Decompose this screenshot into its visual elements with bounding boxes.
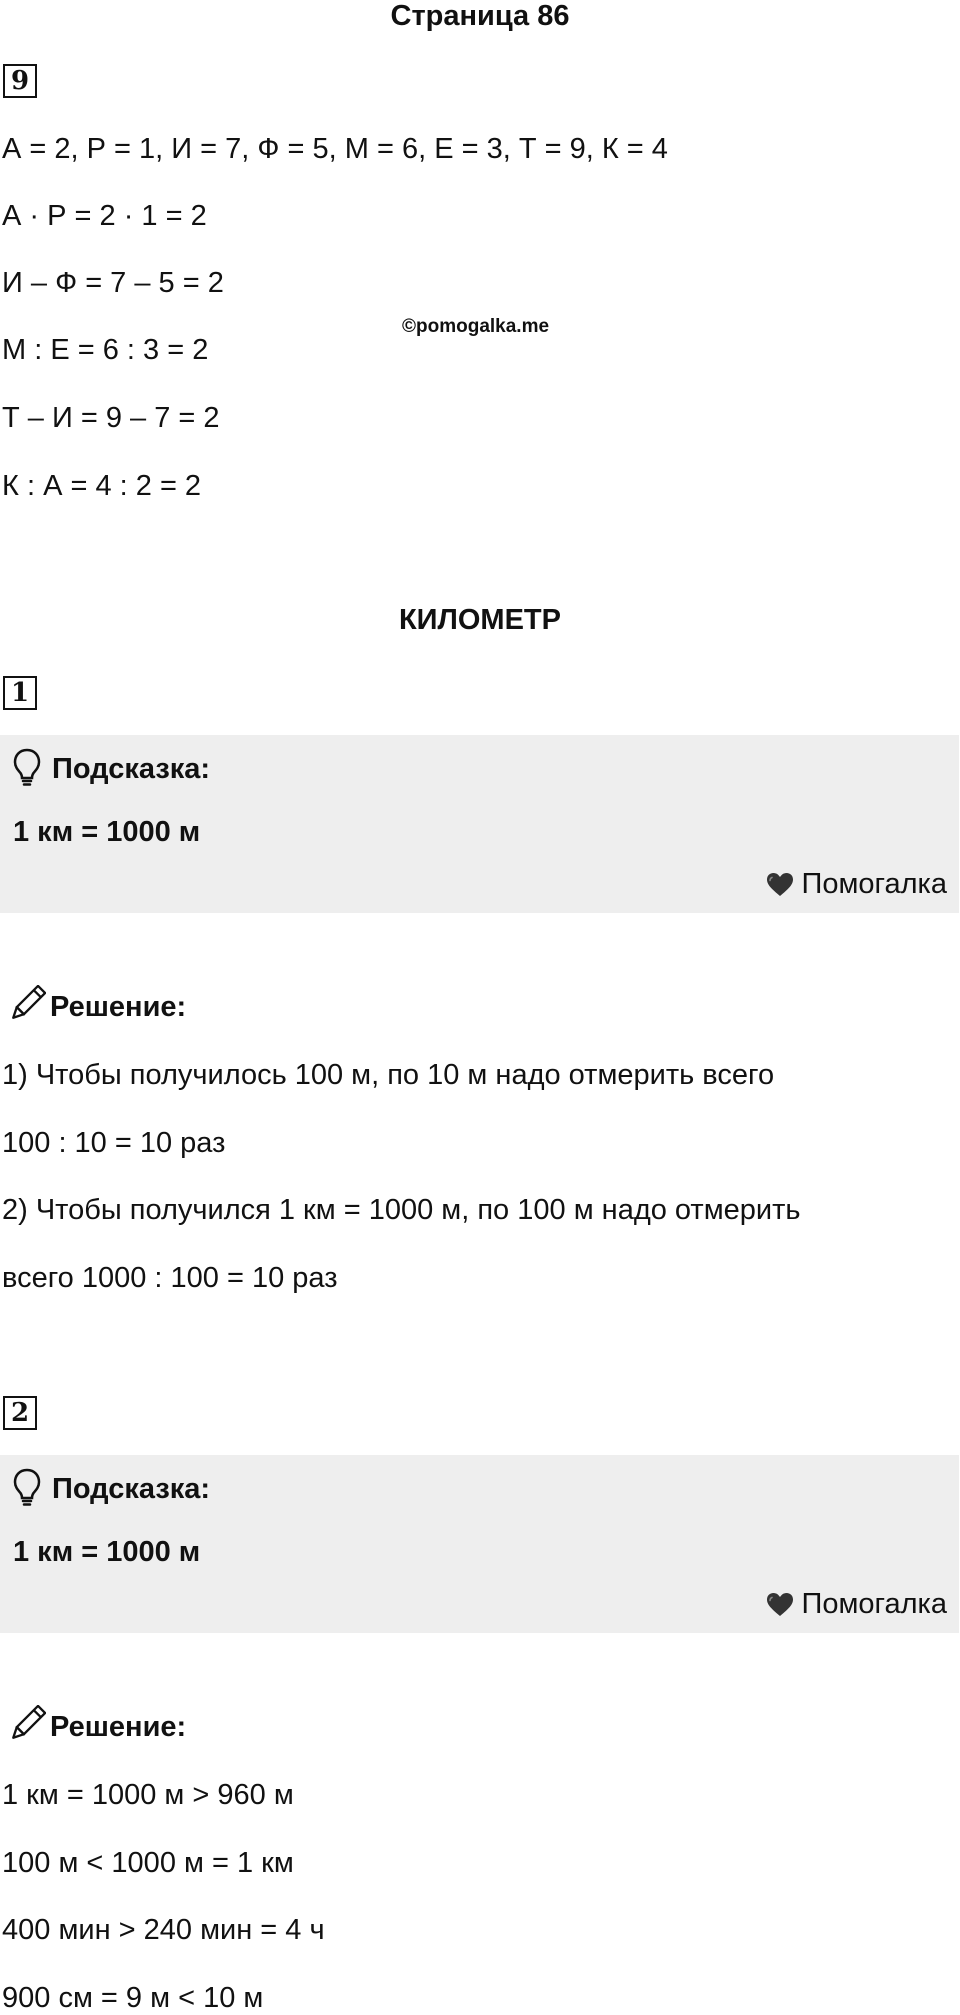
task-number-2: 2 bbox=[3, 1396, 37, 1430]
task2-line-3: 400 мин > 240 мин = 4 ч bbox=[2, 1914, 325, 1946]
task9-line-6: К : А = 4 : 2 = 2 bbox=[2, 470, 202, 502]
hint-header bbox=[12, 748, 210, 790]
solution-label: Решение: bbox=[50, 991, 187, 1023]
task1-line-4: всего 1000 : 100 = 10 раз bbox=[2, 1262, 338, 1294]
page-title: Страница 86 bbox=[390, 0, 570, 32]
brand-label: Помогалка bbox=[801, 868, 947, 900]
task-number-9: 9 bbox=[3, 64, 37, 98]
solution-label: Решение: bbox=[50, 1711, 187, 1743]
hint-box-task1 bbox=[0, 735, 959, 913]
brand-label: Помогалка bbox=[801, 1588, 947, 1620]
heart-icon bbox=[766, 1592, 794, 1617]
task9-line-1: А = 2, Р = 1, И = 7, Ф = 5, М = 6, Е = 3, Т = 9, К = 4 bbox=[2, 133, 668, 165]
watermark: ©pomogalka.me bbox=[402, 316, 550, 337]
task2-line-1: 1 км = 1000 м > 960 м bbox=[2, 1779, 294, 1811]
solution-header-task2 bbox=[6, 1706, 186, 1748]
pencil-icon bbox=[6, 985, 46, 1030]
task9-line-4: М : Е = 6 : 3 = 2 bbox=[2, 334, 209, 366]
lightbulb-icon bbox=[12, 747, 42, 792]
task9-line-3: И – Ф = 7 – 5 = 2 bbox=[2, 267, 224, 299]
solution-header-task1 bbox=[6, 986, 186, 1028]
hint-header bbox=[12, 1468, 210, 1510]
task1-line-2: 100 : 10 = 10 раз bbox=[2, 1127, 226, 1159]
hint-box-task2 bbox=[0, 1455, 959, 1633]
section-title: КИЛОМЕТР bbox=[398, 604, 561, 636]
task2-line-2: 100 м < 1000 м = 1 км bbox=[2, 1847, 294, 1879]
task1-line-3: 2) Чтобы получился 1 км = 1000 м, по 100 м надо отмерить bbox=[2, 1194, 801, 1226]
hint-text: 1 км = 1000 м bbox=[13, 1536, 201, 1568]
task1-line-1: 1) Чтобы получилось 100 м, по 10 м надо отмерить всего bbox=[2, 1059, 775, 1091]
lightbulb-icon bbox=[12, 1467, 42, 1512]
hint-label: Подсказка: bbox=[52, 753, 211, 785]
hint-text: 1 км = 1000 м bbox=[13, 816, 201, 848]
heart-icon bbox=[766, 872, 794, 897]
brand-signature bbox=[766, 867, 947, 901]
task9-line-5: Т – И = 9 – 7 = 2 bbox=[2, 402, 220, 434]
task-number-1: 1 bbox=[3, 676, 37, 710]
task9-line-2: А · Р = 2 · 1 = 2 bbox=[2, 200, 207, 232]
brand-signature bbox=[766, 1587, 947, 1621]
pencil-icon bbox=[6, 1705, 46, 1750]
hint-label: Подсказка: bbox=[52, 1473, 211, 1505]
task2-line-4: 900 см = 9 м < 10 м bbox=[2, 1982, 264, 2014]
